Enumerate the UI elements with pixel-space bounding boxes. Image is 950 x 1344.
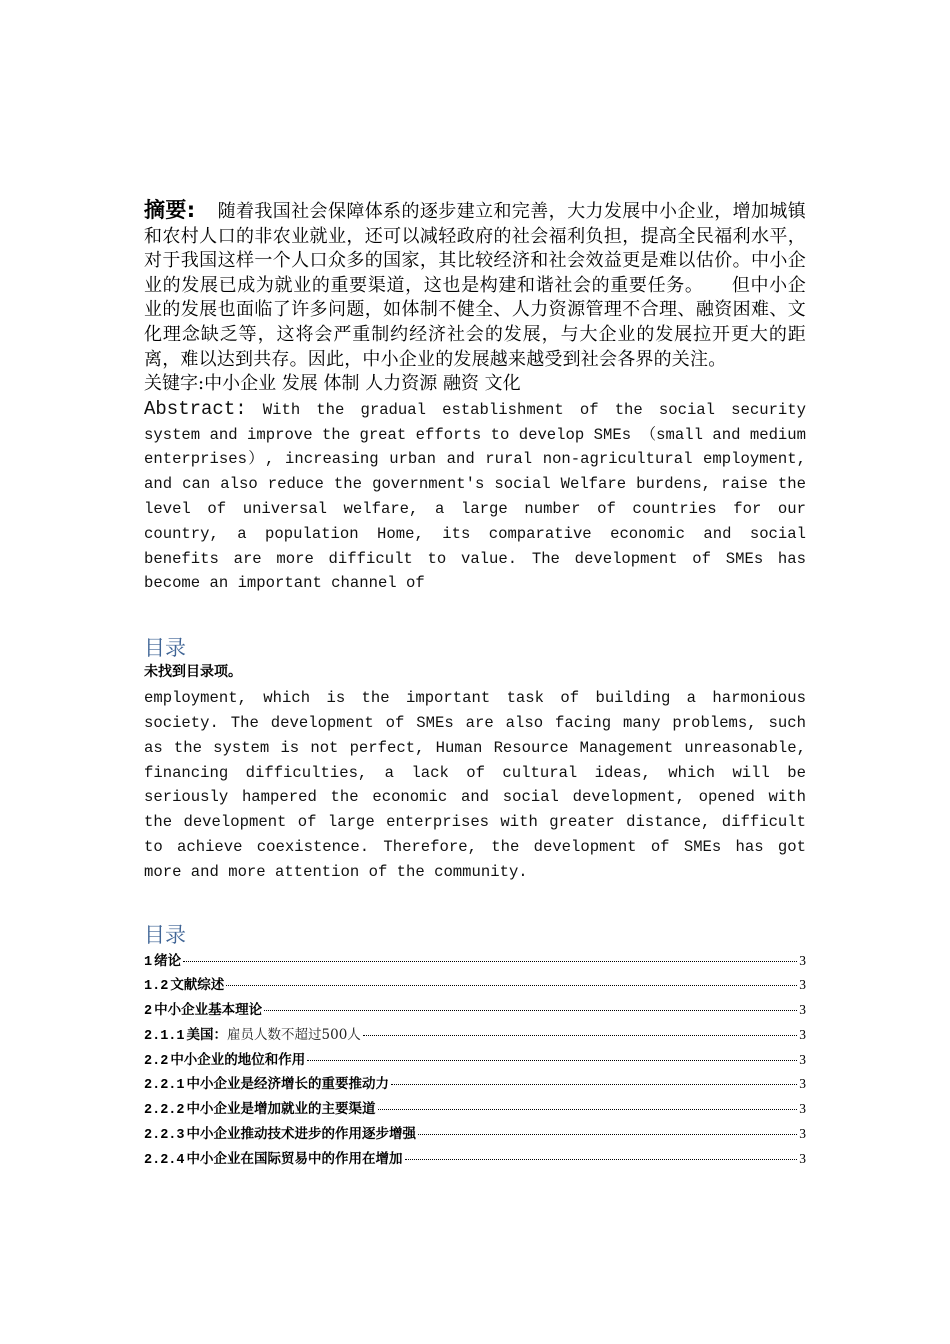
toc-entry-title: 中小企业是增加就业的主要渠道 bbox=[186, 1101, 376, 1118]
toc-entry-number: 2.1.1 bbox=[144, 1028, 185, 1044]
toc-entry-title: 中小企业基本理论 bbox=[154, 1002, 263, 1019]
toc-entry-subtitle: 雇员人数不超过500人 bbox=[227, 1026, 361, 1043]
toc-entry-title: 中小企业的地位和作用 bbox=[170, 1051, 306, 1068]
toc-entry-title: 中小企业推动技术进步的作用逐步增强 bbox=[186, 1126, 417, 1143]
toc-entry[interactable] bbox=[144, 1122, 806, 1147]
toc-entry[interactable] bbox=[144, 1072, 806, 1097]
abstract-zh-label: 摘要: bbox=[144, 198, 196, 222]
toc-entry-title: 美国： bbox=[186, 1026, 228, 1043]
toc-entry-page: 3 bbox=[799, 1126, 806, 1142]
toc-leader-dots bbox=[418, 1134, 797, 1135]
toc-entry-page: 3 bbox=[799, 1076, 806, 1092]
toc-entry[interactable] bbox=[144, 1097, 806, 1122]
toc-heading-second: 目录 bbox=[144, 922, 186, 947]
toc-leader-dots bbox=[264, 1010, 797, 1011]
toc-entry-title: 绪论 bbox=[154, 952, 182, 969]
toc-entry-page: 3 bbox=[799, 952, 806, 968]
toc-entry-number: 1 bbox=[144, 954, 153, 970]
toc-entry-title: 中小企业是经济增长的重要推动力 bbox=[186, 1076, 390, 1093]
toc-entry[interactable] bbox=[144, 1023, 806, 1048]
abstract-en-label: Abstract: bbox=[144, 397, 247, 420]
toc-leader-dots bbox=[363, 1035, 797, 1036]
abstract-en bbox=[144, 397, 806, 596]
toc-leader-dots bbox=[183, 961, 797, 962]
toc-entry-title: 中小企业在国际贸易中的作用在增加 bbox=[186, 1150, 403, 1167]
toc-entry-page: 3 bbox=[799, 1051, 806, 1067]
toc-entry-number: 1.2 bbox=[144, 979, 169, 995]
toc-leader-dots bbox=[226, 985, 797, 986]
toc-entry-page: 3 bbox=[799, 1150, 806, 1166]
toc-entry-number: 2.2 bbox=[144, 1053, 169, 1069]
toc-list bbox=[144, 949, 806, 1172]
toc-entry-page: 3 bbox=[799, 1101, 806, 1117]
toc-entry-number: 2.2.1 bbox=[144, 1078, 185, 1094]
abstract-zh-text: 随着我国社会保障体系的逐步建立和完善，大力发展中小企业，增加城镇和农村人口的非农业就业，还可以减轻政府的社会福利负担，提高全民福利水平，对于我国这样一个人口众多的国家，其比较经济和社会效益更是难以估价。中小企业的发展已成为就业的重要渠道，这也是构建和谐社会的重要任务。 但中小企业的发展也面临了许多问题，如体制不健全、人力资源管理不合理、融资困难、文化理念缺乏等，这将会严重制约经济社会的发展，与大企业的发展拉开更大的距离，难以达到共存。因此，中小企业的发展越来越受到社会各界的关注。 bbox=[144, 201, 806, 370]
toc-entry[interactable] bbox=[144, 998, 806, 1023]
keywords: 关键字:中小企业 发展 体制 人力资源 融资 文化 bbox=[144, 373, 521, 395]
toc-entry-page: 3 bbox=[799, 977, 806, 993]
toc-heading-first: 目录 bbox=[144, 636, 186, 661]
toc-entry-number: 2 bbox=[144, 1004, 153, 1020]
toc-entry[interactable] bbox=[144, 949, 806, 974]
abstract-zh bbox=[144, 198, 806, 372]
toc-entry-title: 文献综述 bbox=[170, 977, 225, 994]
toc-leader-dots bbox=[391, 1084, 797, 1085]
toc-entry-page: 3 bbox=[799, 1026, 806, 1042]
toc-leader-dots bbox=[307, 1060, 797, 1061]
toc-entry[interactable] bbox=[144, 1147, 806, 1172]
toc-entry-number: 2.2.3 bbox=[144, 1128, 185, 1144]
toc-leader-dots bbox=[378, 1109, 798, 1110]
abstract-en-text-part1: With the gradual establishment of the social security system and improve the great efforts to develop SMEs （small and medium enterprises）, increasing urban and rural non-agricultural employment, and can also reduce the government's social Welfare burdens, raise the level of universal welfare, a large number of countries for our country, a population Home, its comparative economic and social benefits are more difficult to value. The development of SMEs has become an important channel of bbox=[144, 400, 807, 593]
toc-entry[interactable] bbox=[144, 1048, 806, 1073]
toc-entry-number: 2.2.4 bbox=[144, 1152, 185, 1168]
document-page bbox=[144, 198, 806, 1172]
abstract-en-continued: employment, which is the important task of building a harmonious society. The development of SMEs are also facing many problems, such as the system is not perfect, Human Resource Management unreasonable, financing difficulties, a lack of cultural ideas, which will be seriously hampered the economic and social development, opened with the development of large enterprises with greater distance, difficult to achieve coexistence. Therefore, the development of SMEs has got more and more attention of the community. bbox=[144, 689, 806, 881]
toc-empty-message: 未找到目录项。 bbox=[144, 664, 242, 681]
toc-entry-page: 3 bbox=[799, 1002, 806, 1018]
toc-entry[interactable] bbox=[144, 973, 806, 998]
toc-entry-number: 2.2.2 bbox=[144, 1103, 185, 1119]
toc-leader-dots bbox=[405, 1159, 798, 1160]
